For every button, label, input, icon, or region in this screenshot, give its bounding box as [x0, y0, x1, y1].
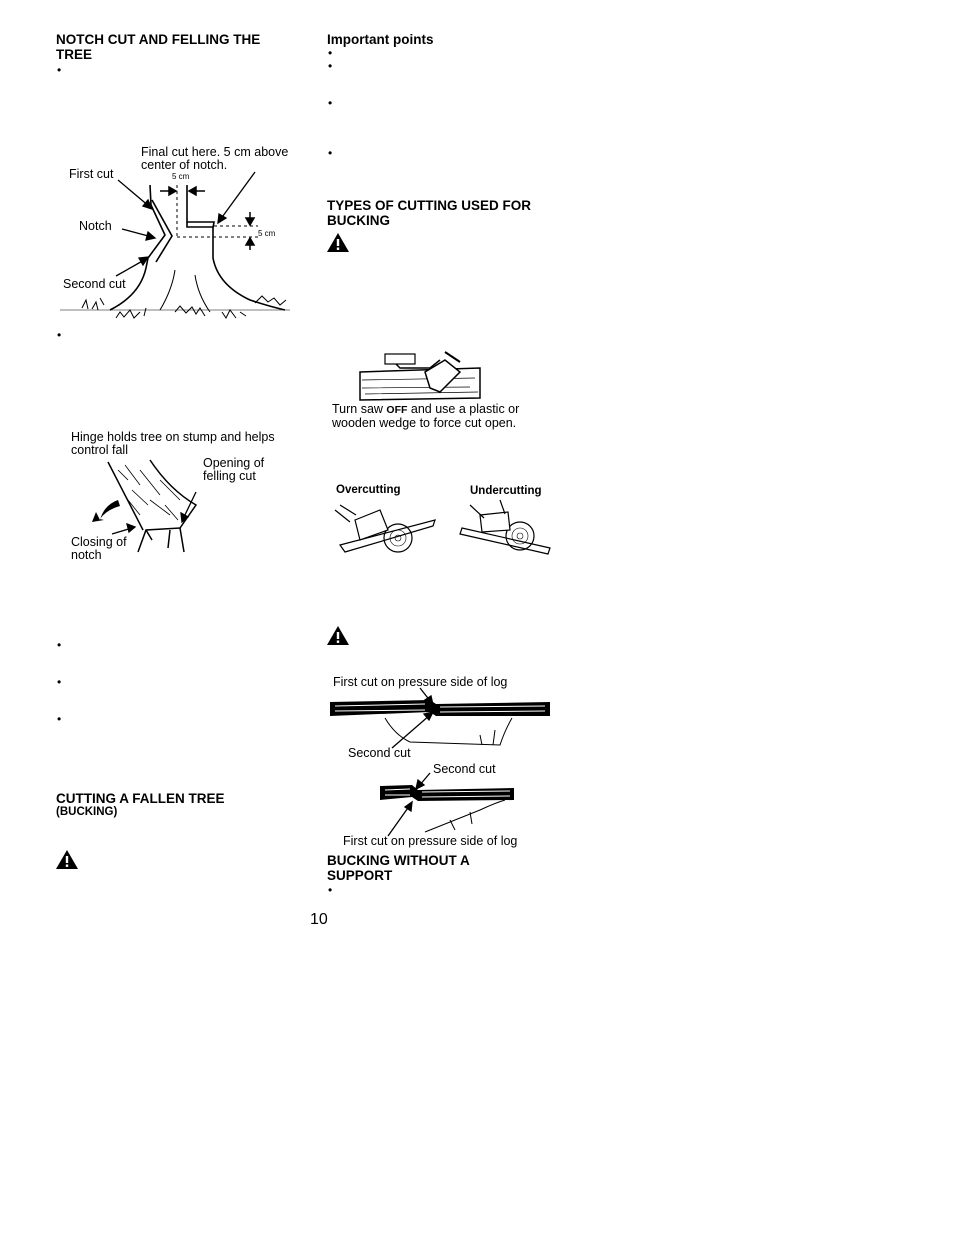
hinge-label: Hinge holds tree on stump and helps control fall: [71, 430, 275, 457]
notch-cut-heading: NOTCH CUT AND FELLING THE TREE: [56, 32, 261, 62]
wedge-caption: Turn saw OFF and use a plastic or wooden wedge to force cut open.: [332, 402, 520, 430]
first-cut-label: First cut: [69, 167, 114, 181]
page-number: 10: [310, 911, 328, 928]
important-points-heading: Important points: [327, 32, 434, 47]
bullet: •: [57, 638, 62, 652]
bullet: •: [57, 328, 62, 342]
final-cut-label: Final cut here. 5 cm above center of notch.: [141, 145, 289, 172]
opening-label: Opening of felling cut: [203, 456, 265, 483]
log1-first-cut-label: First cut on pressure side of log: [333, 675, 508, 689]
bullet: •: [57, 675, 62, 689]
off-label: OFF: [386, 404, 408, 416]
bucking-subheading: (BUCKING): [56, 806, 118, 818]
second-cut-label: Second cut: [63, 277, 126, 291]
fallen-tree-heading: CUTTING A FALLEN TREE: [56, 791, 225, 806]
closing-label: Closing of notch: [71, 535, 127, 562]
bullet: •: [328, 883, 333, 897]
bullet: •: [328, 59, 333, 73]
notch-label: Notch: [79, 219, 112, 233]
log2-first-cut-label: First cut on pressure side of log: [343, 834, 518, 848]
bullet: •: [57, 712, 62, 726]
bullet: •: [57, 63, 62, 77]
bullet: •: [328, 46, 333, 60]
types-of-cutting-heading: TYPES OF CUTTING USED FOR BUCKING: [327, 198, 532, 228]
dimension-top-label: 5 cm: [172, 172, 190, 181]
log2-second-cut-label: Second cut: [433, 762, 496, 776]
undercutting-label: Undercutting: [470, 485, 542, 497]
dimension-right-label: 5 cm: [258, 229, 276, 238]
bucking-without-support-heading: BUCKING WITHOUT A SUPPORT: [327, 853, 470, 883]
overcutting-label: Overcutting: [336, 484, 401, 496]
bullet: •: [328, 146, 333, 160]
bullet: •: [328, 96, 333, 110]
log1-second-cut-label: Second cut: [348, 746, 411, 760]
